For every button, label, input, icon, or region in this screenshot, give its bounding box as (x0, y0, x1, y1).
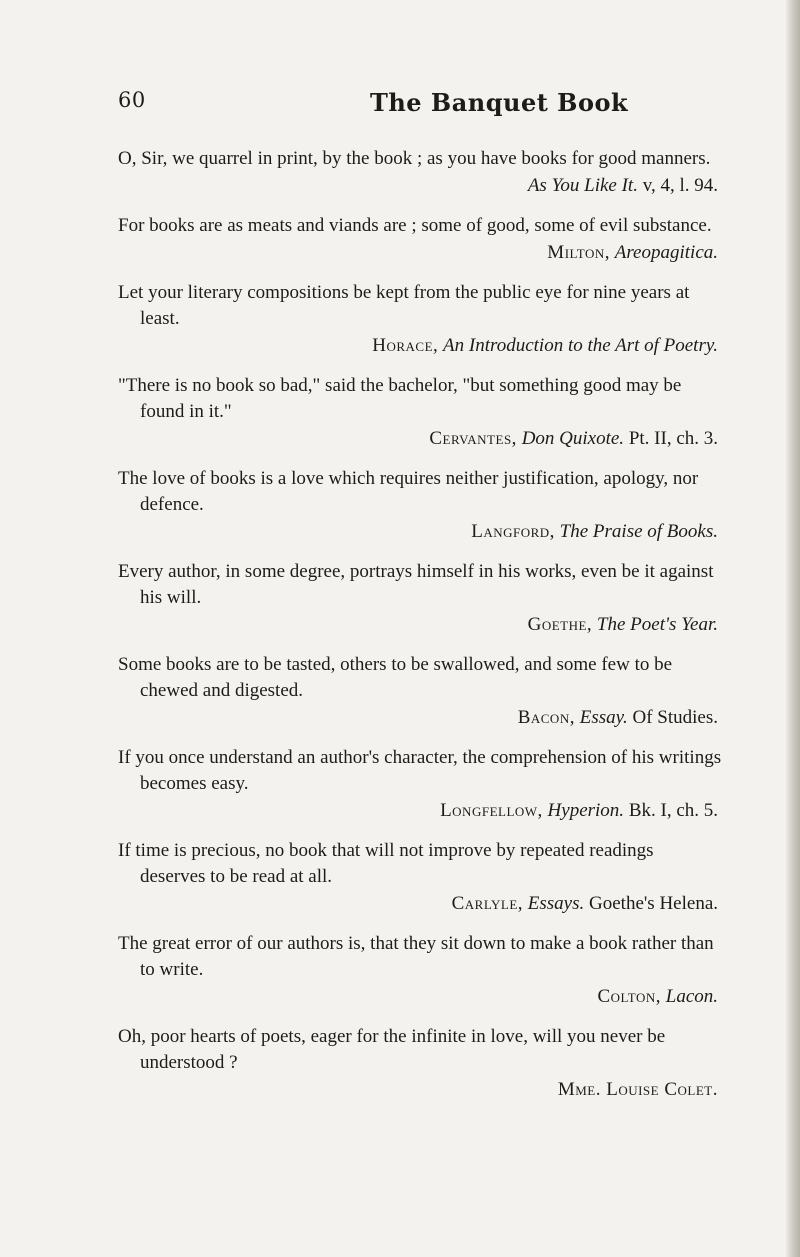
quote-attribution (118, 1076, 722, 1103)
quote-text: If time is precious, no book that will not improve by repeated readings deserves to be read at all. (118, 840, 654, 887)
quote-3 (118, 280, 722, 359)
quote-11 (118, 1024, 722, 1103)
quote-work: The Poet's Year. (596, 614, 718, 635)
quote-detail: Goethe's Helena. (584, 893, 718, 914)
quote-attribution (118, 797, 722, 824)
quote-work: Lacon. (665, 986, 718, 1007)
quote-detail: Bk. I, ch. 5. (624, 800, 718, 821)
running-head (118, 88, 718, 118)
quote-text: For books are as meats and viands are ; some of good, some of evil substance. (118, 215, 712, 236)
quote-author: Colton, (597, 986, 661, 1007)
quote-text: O, Sir, we quarrel in print, by the book ; as you have books for good manners. (118, 148, 711, 169)
quote-text: Every author, in some degree, portrays himself in his works, even be it against his will. (118, 561, 714, 608)
quote-author: Carlyle, (451, 893, 524, 914)
quote-detail: Of Studies. (627, 707, 718, 728)
quote-8 (118, 745, 722, 824)
quote-attribution (118, 332, 722, 359)
quote-text: "There is no book so bad," said the bachelor, "but something good may be found in it." (118, 375, 682, 422)
quote-6 (118, 559, 722, 638)
quote-work: An Introduction to the Art of Poetry. (443, 335, 718, 356)
quote-detail: v, 4, l. 94. (637, 175, 718, 196)
quote-work: Essay. (579, 707, 628, 728)
quote-work: As You Like It. (527, 175, 638, 196)
quote-1 (118, 146, 722, 199)
quote-2 (118, 213, 722, 266)
quote-attribution (118, 239, 722, 266)
quote-attribution (118, 611, 722, 638)
quote-9 (118, 838, 722, 917)
quote-text: The love of books is a love which requires neither justification, apology, nor defence. (118, 468, 699, 515)
page-number: 60 (118, 88, 146, 112)
quote-author: Langford, (471, 521, 555, 542)
quote-10 (118, 931, 722, 1010)
quote-author: Bacon, (517, 707, 575, 728)
quote-list (118, 146, 722, 1117)
quote-text: Let your literary compositions be kept from the public eye for nine years at least. (118, 282, 690, 329)
quote-attribution (118, 890, 722, 917)
quote-text: If you once understand an author's character, the comprehension of his writings becomes easy. (118, 747, 722, 794)
quote-attribution (118, 704, 722, 731)
quote-work: Don Quixote. (521, 428, 625, 449)
page-edge-shadow (786, 0, 800, 1257)
quote-detail: Pt. II, ch. 3. (624, 428, 718, 449)
quote-attribution (118, 983, 722, 1010)
running-title: The Banquet Book (370, 88, 629, 117)
quote-text: Some books are to be tasted, others to be swallowed, and some few to be chewed and digested. (118, 654, 673, 701)
quote-text: Oh, poor hearts of poets, eager for the infinite in love, will you never be understood ? (118, 1026, 666, 1073)
quote-author: Goethe, (527, 614, 593, 635)
quote-attribution (118, 518, 722, 545)
quote-text: The great error of our authors is, that they sit down to make a book rather than to write. (118, 933, 714, 980)
quote-author: Cervantes, (429, 428, 517, 449)
quote-work: The Praise of Books. (559, 521, 718, 542)
quote-work: Essays. (527, 893, 585, 914)
quote-work: Hyperion. (547, 800, 625, 821)
quote-5 (118, 466, 722, 545)
quote-attribution (118, 425, 722, 452)
quote-7 (118, 652, 722, 731)
quote-attribution (118, 172, 722, 199)
quote-work: Areopagitica. (614, 242, 718, 263)
quote-author: Horace, (372, 335, 439, 356)
quote-4 (118, 373, 722, 452)
quote-author: Mme. Louise Colet. (557, 1079, 718, 1100)
quote-author: Milton, (547, 242, 610, 263)
quote-author: Longfellow, (440, 800, 543, 821)
